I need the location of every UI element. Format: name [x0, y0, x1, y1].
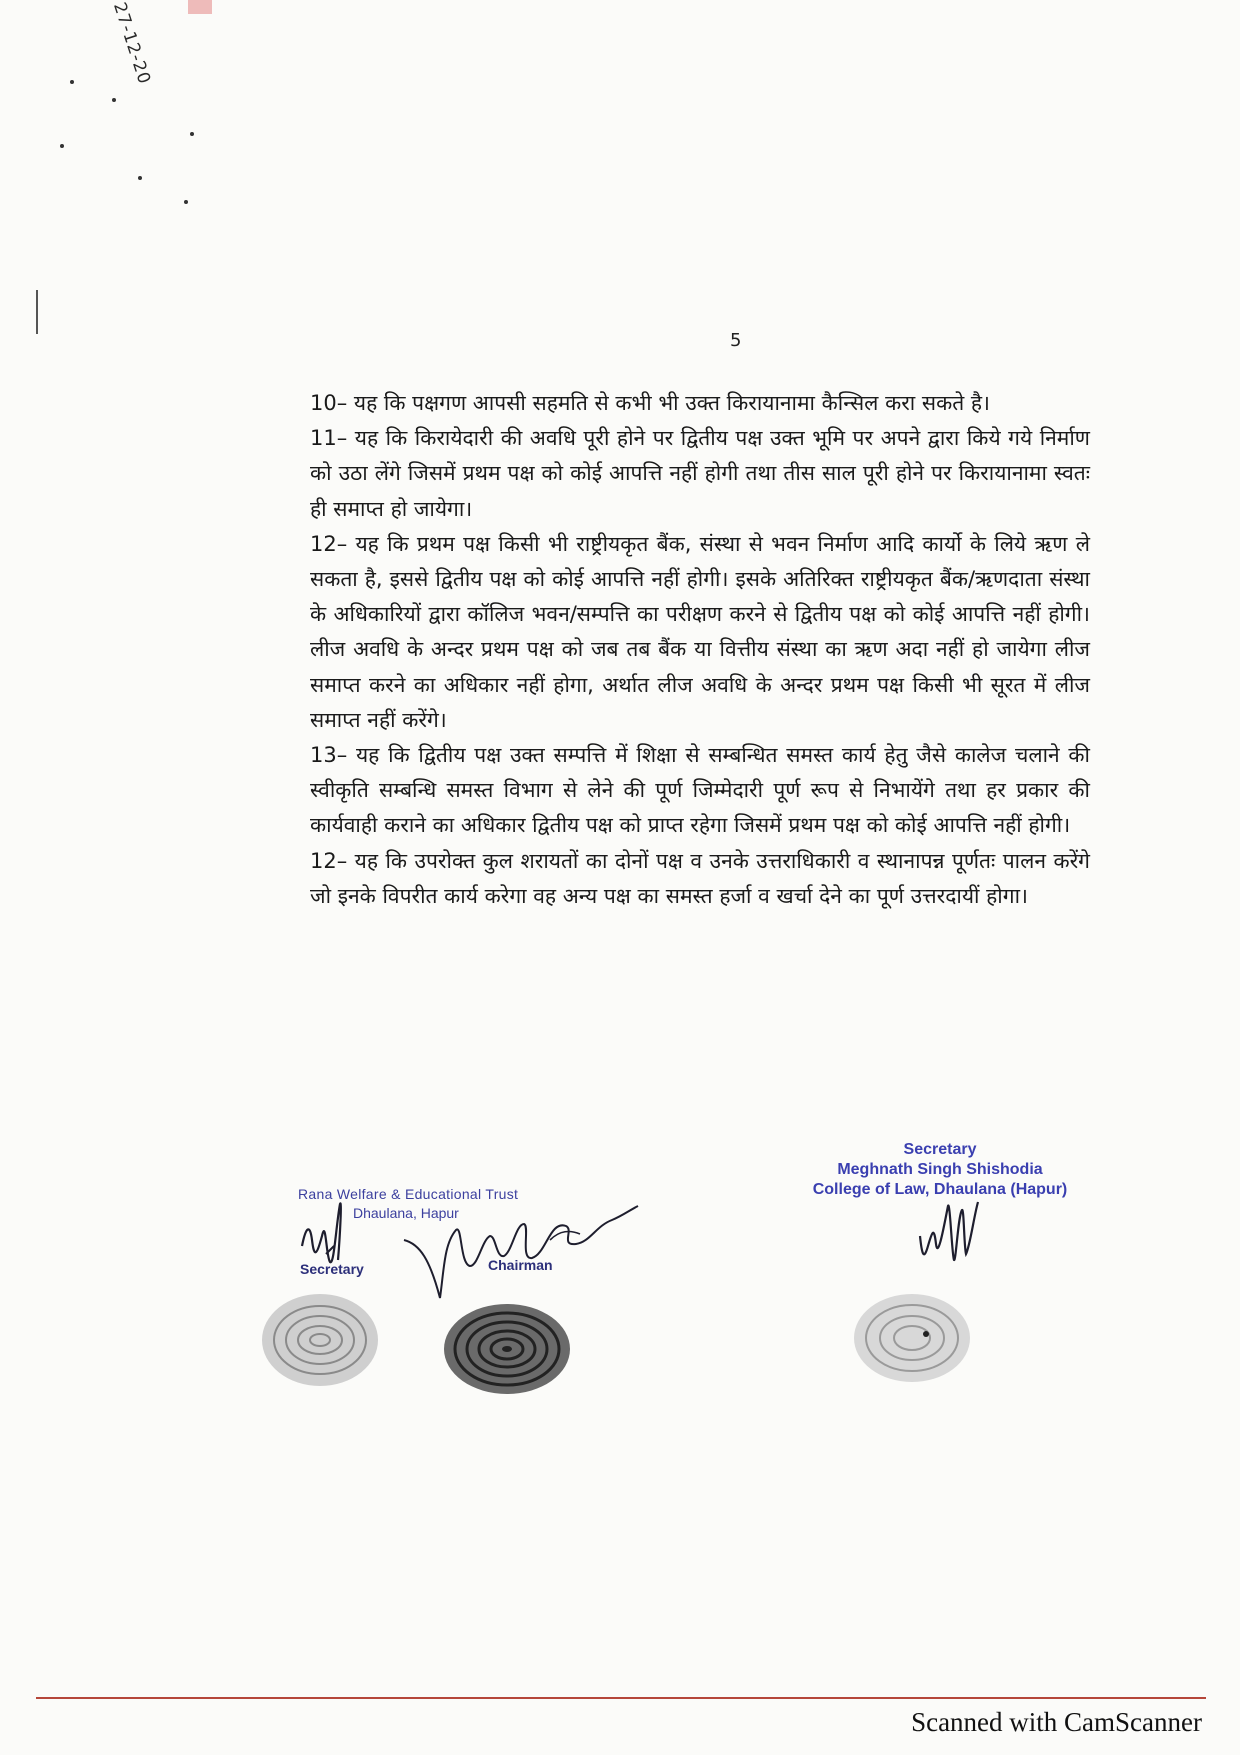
scan-speck: [190, 132, 194, 136]
clause-12: 12– यह कि प्रथम पक्ष किसी भी राष्ट्रीयकृत बैंक, संस्था से भवन निर्माण आदि कार्यो के लिये ऋण ले सकता है, इससे द्वितीय पक्ष को कोई आपत्ति नहीं होगी। इसके अतिरिक्त राष्ट्रीयकृत बैंक/ऋणदाता संस्था के अधिकारियों द्वारा कॉलिज भवन/सम्पत्ति का परीक्षण करने से द्वितीय पक्ष को कोई आपत्ति नहीं होगी। लीज अवधि के अन्दर प्रथम पक्ष को जब तब बैंक या वित्तीय संस्था का ऋण अदा नहीं हो जायेगा लीज समाप्त करने का अधिकार नहीं होगा, अर्थात लीज अवधि के अन्दर प्रथम पक्ष किसी भी सूरत में लीज समाप्त नहीं करेंगे।: [310, 531, 1090, 732]
trust-stamp-secretary: Secretary: [300, 1261, 364, 1277]
secretary-thumb-impression-icon: [258, 1290, 382, 1390]
trust-stamp-chairman: Chairman: [488, 1257, 553, 1273]
college-stamp-person: Meghnath Singh Shishodia: [837, 1161, 1043, 1178]
chairman-thumb-impression-icon: [440, 1300, 574, 1398]
scan-edge-line: [36, 290, 38, 334]
college-secretary-signature: [900, 1196, 1010, 1276]
college-stamp: [800, 1140, 1080, 1200]
scan-speck: [184, 200, 188, 204]
clause-11: 11– यह कि किरायेदारी की अवधि पूरी होने पर द्वितीय पक्ष उक्त भूमि पर अपने द्वारा किये गये निर्माण को उठा लेंगे जिसमें प्रथम पक्ष को कोई आपत्ति नहीं होगी तथा तीस साल पूरी होने पर किरायानामा स्वतः ही समाप्त हो जायेगा।: [310, 426, 1090, 521]
college-stamp-college: College of Law, Dhaulana (Hapur): [812, 1181, 1068, 1198]
trust-stamp-place: Dhaulana, Hapur: [353, 1205, 459, 1221]
clause-13: 13– यह कि द्वितीय पक्ष उक्त सम्पत्ति में शिक्षा से सम्बन्धित समस्त कार्य हेतु जैसे कालेज चलाने की स्वीकृति सम्बन्धि समस्त विभाग से लेने की पूर्ण जिम्मेदारी पूर्ण रूप से निभायेंगे तथा हर प्रकार की कार्यवाही कराने का अधिकार द्वितीय पक्ष को प्राप्त रहेगा जिसमें प्रथम पक्ष को कोई आपत्ति नहीं होगी।: [310, 743, 1090, 838]
secretary-signature: [296, 1196, 376, 1276]
college-stamp-title: Secretary: [903, 1141, 977, 1158]
scan-corner-mark: [188, 0, 212, 14]
agreement-clauses: [310, 386, 1090, 914]
college-thumb-impression-icon: [850, 1290, 974, 1386]
chairman-signature: [400, 1200, 640, 1310]
scan-speck: [60, 144, 64, 148]
scan-date-mark: 27-12-20: [108, 0, 155, 88]
page-bottom-rule: [36, 1697, 1206, 1699]
clause-10: 10– यह कि पक्षगण आपसी सहमति से कभी भी उक्त किरायानामा कैन्सिल करा सकते है।: [310, 391, 990, 415]
clause-final: 12– यह कि उपरोक्त कुल शरायतों का दोनों पक्ष व उनके उत्तराधिकारी व स्थानापन्न पूर्णतः पालन करेंगे जो इनके विपरीत कार्य करेगा वह अन्य पक्ष का समस्त हर्जा व खर्चा देने का पूर्ण उत्तरदायीं होगा।: [310, 848, 1090, 908]
scan-speck: [112, 98, 116, 102]
page-number: 5: [730, 330, 742, 351]
scan-speck: [70, 80, 74, 84]
scanner-watermark: Scanned with CamScanner: [911, 1707, 1202, 1737]
trust-stamp-name: Rana Welfare & Educational Trust: [298, 1186, 519, 1202]
scan-speck: [138, 176, 142, 180]
